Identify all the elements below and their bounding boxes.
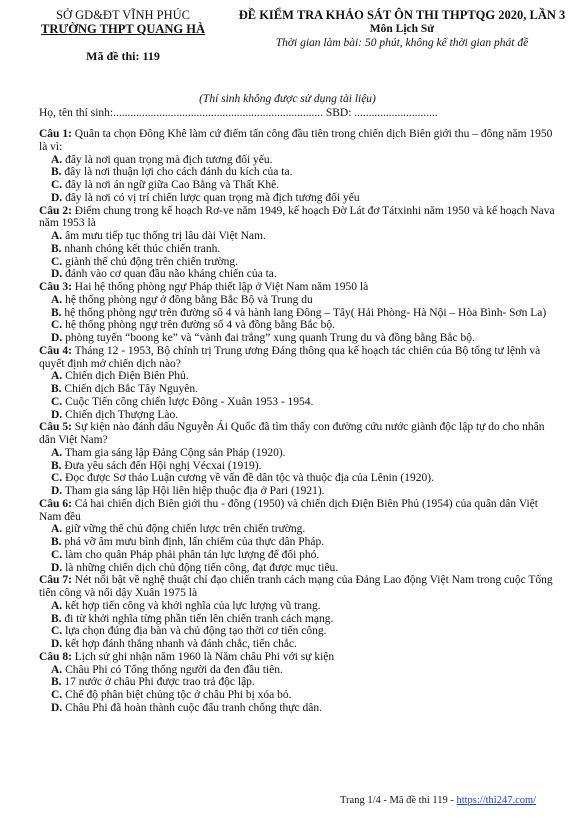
option-text: âm mưu tiếp tục thống trị lâu dài Việt Nam. [65, 230, 266, 242]
answer-option [39, 702, 559, 715]
question-number: Câu 3: [39, 281, 72, 293]
school-name: TRƯỜNG THPT QUANG HÀ [40, 22, 206, 36]
option-text: là những chiến dịch chủ động tiến công, đạt được mục tiêu. [65, 561, 339, 574]
option-text: Chiến dịch Bắc Tây Nguyên. [64, 383, 199, 395]
answer-option [39, 192, 559, 205]
answer-option [39, 383, 559, 396]
question-stem [39, 574, 559, 600]
option-text: Đưa yêu sách đến Hội nghị Vécxai (1919). [64, 459, 262, 472]
question-number: Câu 1: [39, 128, 72, 140]
option-text: phòng tuyến “boong ke” và “vành đai trắng” xung quanh Trung du và đồng bằng Bắc bộ. [65, 332, 475, 344]
option-text: Tham gia sáng lập Hội liên hiệp thuộc địa ở Pari (1921). [64, 485, 325, 497]
option-text: hệ thống phòng ngự trên đường số 4 và hành lang Đông – Tây( Hải Phòng- Hà Nội – Hòa Bình- Sơn La) [64, 306, 547, 319]
no-materials-note: (Thí sinh không được sử dụng tài liệu) [199, 93, 376, 105]
question-text: Sự kiện nào đánh dấu Nguyễn Ái Quốc đã tìm thấy con đường cứu nước giành độc lập tự do cho nhân dân Việt Nam? [39, 421, 545, 446]
option-text: kết hợp tiến công và khởi nghĩa của lực lượng vũ trang. [65, 599, 321, 612]
answer-option [39, 268, 559, 281]
answer-option [39, 472, 559, 485]
option-text: lựa chọn đúng địa bàn và chủ động tạo thời cơ tiến công. [65, 625, 327, 638]
option-text: Chế độ phân biệt chủng tộc ở châu Phi bị xóa bỏ. [65, 689, 292, 701]
option-letter: A. [51, 446, 63, 459]
answer-option [39, 689, 559, 702]
candidate-name-line: Họ, tên thí sinh:......................................................................... SBD: ............................. [39, 107, 438, 119]
answer-option [39, 319, 559, 332]
question-number: Câu 5: [39, 421, 72, 434]
option-text: giành thế chủ động trên chiến trường. [65, 255, 239, 268]
answer-option [39, 485, 559, 498]
answer-option [39, 447, 559, 460]
option-text: kết hợp đánh thắng nhanh và đánh chắc, tiến chắc. [65, 638, 297, 650]
question-text: Hai hệ thống phòng ngự Pháp thiết lập ở Việt Nam năm 1950 là [74, 281, 369, 293]
question-text: Điểm chung trong kế hoạch Rơ-ve năm 1949, kế hoạch Đờ Lát đơ Tátxinhi năm 1950 và kế hoạch Nava năm 1953 là [39, 204, 555, 230]
exam-code: Mã đề thi: 119 [86, 49, 160, 63]
answer-option [39, 523, 559, 536]
answer-option [39, 664, 559, 677]
option-text: hệ thống phòng ngự trên đường số 4 và đồng bằng Bắc bộ. [65, 319, 335, 332]
option-letter: C. [51, 395, 63, 408]
option-letter: B. [51, 383, 62, 395]
option-letter: A. [51, 370, 63, 383]
option-letter: A. [51, 663, 63, 676]
footer-link[interactable]: https://thi247.com/ [456, 795, 537, 806]
option-text: phá vỡ âm mưu bình định, lấn chiếm của thực dân Pháp. [64, 536, 325, 548]
option-text: Châu Phi có Tổng thống người da đen đầu tiên. [65, 663, 283, 676]
option-text: giữ vững thế chủ động chiến lược trên chiến trường. [65, 523, 306, 536]
option-text: hệ thống phòng ngự ở đồng bằng Bắc Bộ và Trung du [65, 293, 313, 306]
option-letter: D. [51, 561, 63, 574]
option-text: đây là nơi quan trọng mà địch tương đối yếu. [65, 153, 273, 166]
question-text: Quân ta chọn Đông Khê làm cứ điểm tấn công đầu tiên trong chiến dịch Biên giới thu – đông năm 1950 là vì: [39, 128, 553, 153]
option-letter: C. [51, 255, 63, 268]
answer-option [39, 332, 559, 345]
time-limit: Thời gian làm bài: 50 phút, không kể thời gian phát đề [275, 37, 529, 49]
answer-option [39, 460, 559, 473]
answer-option [39, 562, 559, 575]
question-text: Cả hai chiến dịch Biên giới thu - đông (1950) và chiến dịch Điện Biên Phủ (1954) của quân dân Việt Nam đều [39, 497, 538, 523]
answer-option [39, 256, 559, 269]
answer-option [39, 370, 559, 383]
question-number: Câu 7: [39, 574, 72, 587]
answer-option [39, 154, 559, 167]
option-letter: A. [51, 523, 63, 536]
question-stem [39, 128, 559, 154]
page-footer [340, 795, 565, 806]
question-number: Câu 4: [39, 344, 72, 357]
option-letter: D. [51, 191, 63, 204]
question-text: Lịch sử ghi nhận năm 1960 là Năm châu Phi với sự kiện [74, 650, 335, 663]
department-name: SỞ GD&ĐT VĨNH PHÚC [56, 8, 190, 22]
option-letter: B. [51, 612, 62, 625]
question-stem [39, 281, 559, 294]
answer-option [39, 536, 559, 549]
option-letter: C. [51, 319, 63, 332]
exam-title: ĐỀ KIỂM TRA KHẢO SÁT ÔN THI THPTQG 2020, LẦN 3 [238, 8, 566, 22]
option-text: Đọc được Sơ thảo Luận cương về vấn đề dân tộc và thuộc địa của Lênin (1920). [65, 472, 434, 485]
option-letter: D. [51, 638, 63, 650]
option-text: Cuộc Tiến công chiến lược Đông - Xuân 1953 - 1954. [65, 395, 314, 408]
answer-option [39, 625, 559, 638]
option-letter: A. [51, 293, 63, 306]
question-number: Câu 2: [39, 204, 72, 217]
option-text: đây là nơi có vị trí chiến lược quan trọng mà địch tương đối yếu [65, 191, 360, 204]
question-stem [39, 421, 559, 447]
option-letter: B. [51, 242, 62, 255]
answer-option [39, 166, 559, 179]
option-letter: C. [51, 179, 63, 191]
answer-option [39, 243, 559, 256]
option-letter: C. [51, 472, 63, 485]
option-letter: A. [51, 230, 63, 242]
option-text: 17 nước ở châu Phi được trao trả độc lập. [64, 676, 255, 689]
question-stem [39, 205, 559, 231]
option-letter: B. [51, 536, 62, 548]
option-letter: D. [51, 701, 63, 714]
header-right [232, 8, 572, 50]
option-letter: A. [51, 153, 63, 166]
option-letter: C. [51, 625, 63, 638]
option-letter: B. [51, 459, 62, 472]
answer-option [39, 396, 559, 409]
answer-option [39, 179, 559, 192]
option-text: Tham gia sáng lập Đảng Cộng sản Pháp (1920). [64, 446, 286, 459]
option-letter: D. [51, 268, 63, 281]
question-number: Câu 8: [39, 650, 72, 663]
option-letter: D. [51, 332, 63, 344]
question-stem [39, 651, 559, 664]
option-letter: C. [51, 548, 63, 561]
answer-option [39, 638, 559, 651]
answer-option [39, 600, 559, 613]
option-text: đánh vào cơ quan đầu não kháng chiến của ta. [65, 268, 277, 281]
option-letter: A. [51, 599, 63, 612]
option-text: đây là nơi thuận lợi cho cách đánh du kích của ta. [64, 166, 293, 179]
question-text: Tháng 12 - 1953, Bộ chính trị Trung ương Đảng thông qua kế hoạch tác chiến của Bộ tổng tư lệnh và quyết định mở chiến dịch nào? [39, 344, 541, 370]
question-list [39, 128, 559, 715]
option-text: Châu Phi đã hoàn thành cuộc đấu tranh chống thực dân. [65, 701, 322, 714]
option-letter: D. [51, 408, 63, 421]
option-text: đi từ khởi nghĩa từng phần tiến lên chiến tranh cách mạng. [64, 612, 334, 625]
option-text: làm cho quân Pháp phải phân tán lực lượng để đối phó. [65, 548, 320, 561]
option-letter: B. [51, 166, 62, 179]
answer-option [39, 613, 559, 626]
option-text: nhanh chóng kết thúc chiến tranh. [64, 242, 221, 255]
answer-option [39, 294, 559, 307]
answer-option [39, 676, 559, 689]
option-text: đây là nơi án ngữ giữa Cao Bằng và Thất Khê. [65, 179, 280, 191]
subject-name: Môn Lịch Sử [369, 23, 435, 35]
question-stem [39, 345, 559, 371]
header-left [18, 8, 228, 63]
answer-option [39, 230, 559, 243]
footer-text: Trang 1/4 - Mã đề thi 119 - [340, 795, 457, 806]
option-text: Chiến dịch Điện Biên Phủ. [65, 370, 189, 383]
option-letter: B. [51, 676, 62, 689]
question-number: Câu 6: [39, 497, 72, 510]
question-stem [39, 498, 559, 524]
question-text: Nét nổi bật về nghệ thuật chỉ đạo chiến tranh cách mạng của Đảng Lao động Việt Nam trong cuộc Tổng tiến công và nổi dậy Xuân 1975 là [39, 574, 553, 599]
option-letter: B. [51, 306, 62, 319]
option-text: Chiến dịch Thượng Lào. [65, 408, 179, 421]
option-letter: D. [51, 485, 63, 497]
answer-option [39, 549, 559, 562]
answer-option [39, 307, 559, 320]
answer-option [39, 409, 559, 422]
option-letter: C. [51, 689, 63, 701]
